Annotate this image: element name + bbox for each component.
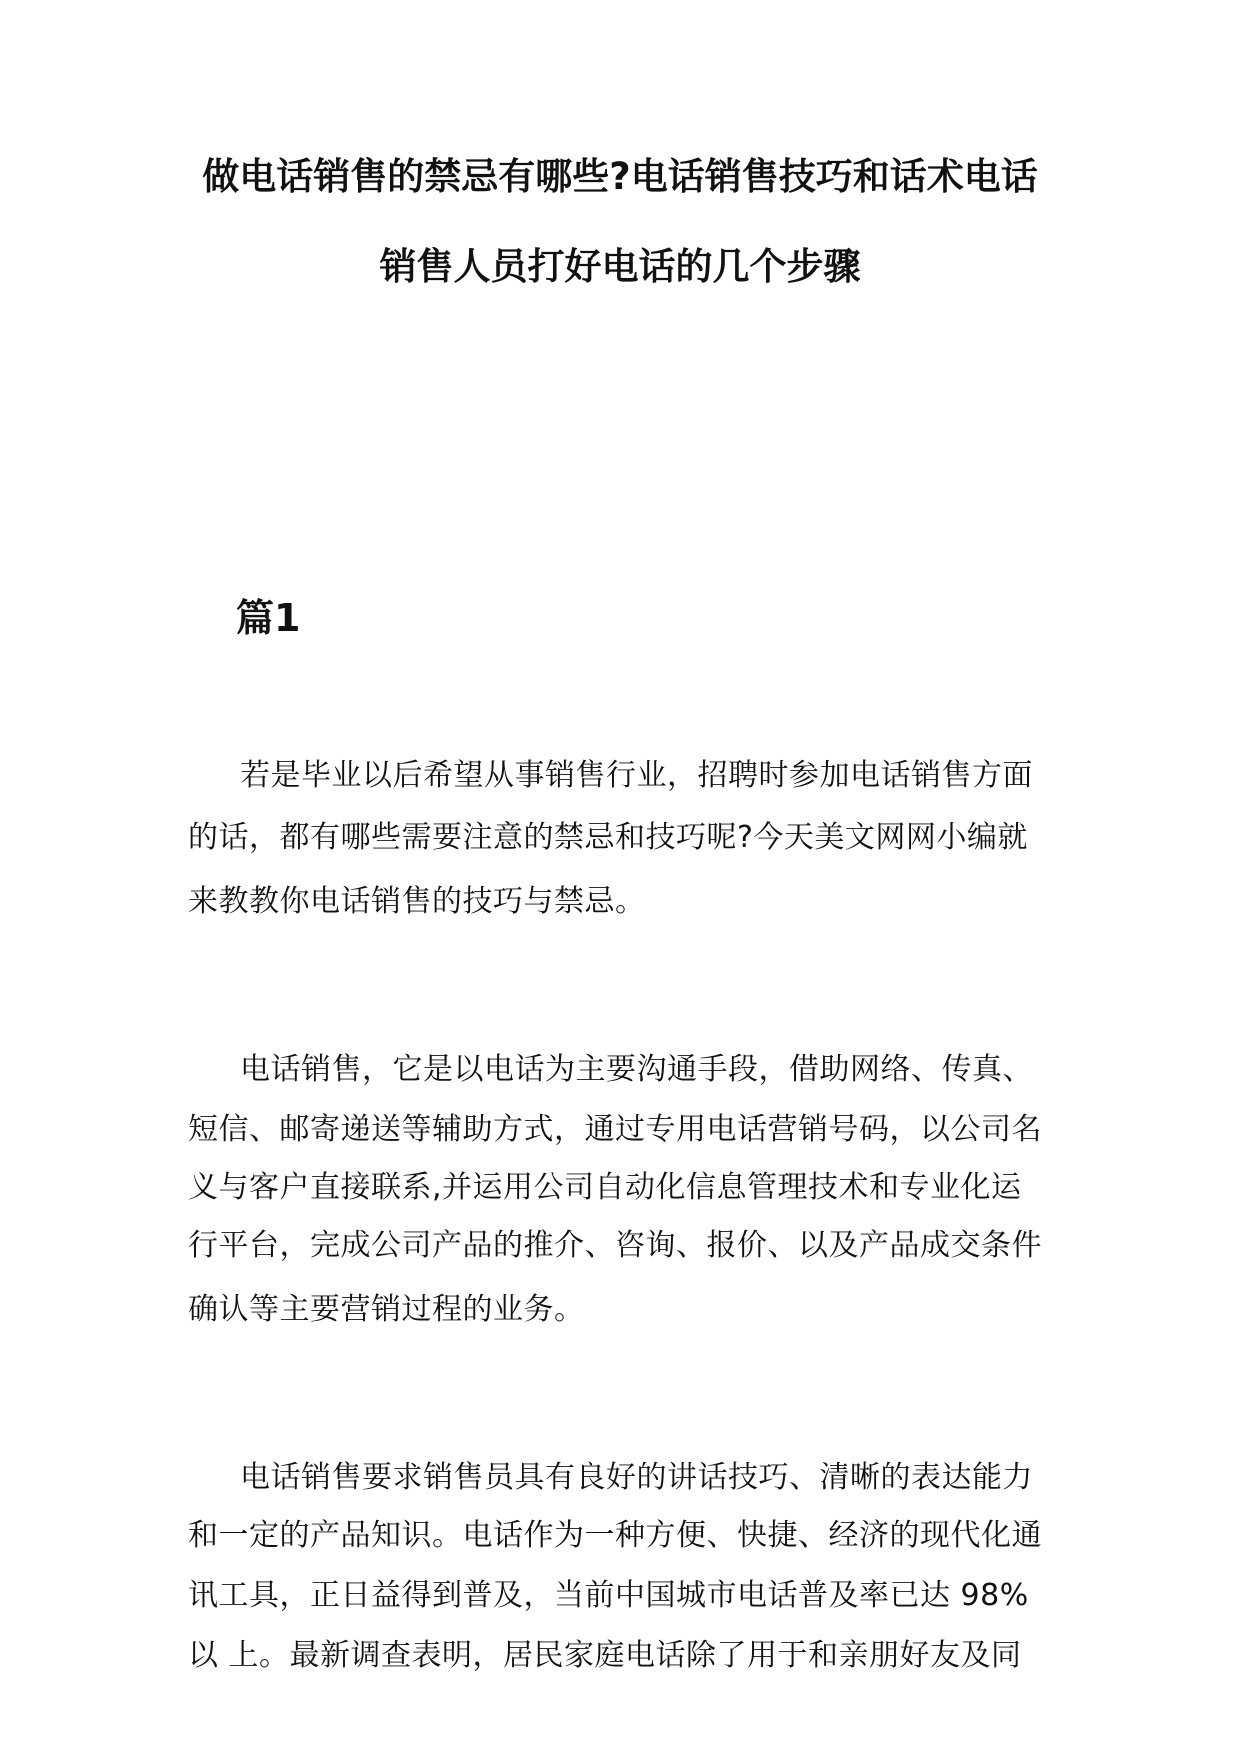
paragraph-2-line-1: 电话销售，它是以电话为主要沟通手段，借助网络、传真、 <box>240 1052 1033 1087</box>
paragraph-3-line-1: 电话销售要求销售员具有良好的讲话技巧、清晰的表达能力 <box>240 1460 1033 1495</box>
paragraph-3-line-4: 以 上。最新调查表明，居民家庭电话除了用于和亲朋好友及同 <box>188 1638 1022 1673</box>
paragraph-2-line-3: 义与客户直接联系,并运用公司自动化信息管理技术和专业化运 <box>188 1170 1022 1205</box>
paragraph-1-line-1: 若是毕业以后希望从事销售行业，招聘时参加电话销售方面 <box>240 758 1033 793</box>
paragraph-3-line-2: 和一定的产品知识。电话作为一种方便、快捷、经济的现代化通 <box>188 1518 1042 1553</box>
paragraph-3-line-3: 讯工具，正日益得到普及，当前中国城市电话普及率已达 98% <box>188 1578 1029 1613</box>
section-heading: 篇1 <box>236 596 301 640</box>
paragraph-1-line-3: 来教教你电话销售的技巧与禁忌。 <box>188 884 646 919</box>
document-title-line-1: 做电话销售的禁忌有哪些?电话销售技巧和话术电话 <box>202 155 1038 198</box>
paragraph-2-line-5: 确认等主要营销过程的业务。 <box>188 1292 585 1327</box>
paragraph-2-line-2: 短信、邮寄递送等辅助方式，通过专用电话营销号码，以公司名 <box>188 1112 1042 1147</box>
document-title-line-2: 销售人员打好电话的几个步骤 <box>379 245 861 288</box>
paragraph-1-line-2: 的话，都有哪些需要注意的禁忌和技巧呢?今天美文网网小编就 <box>188 820 1028 855</box>
paragraph-2-line-4: 行平台，完成公司产品的推介、咨询、报价、以及产品成交条件 <box>188 1228 1042 1263</box>
